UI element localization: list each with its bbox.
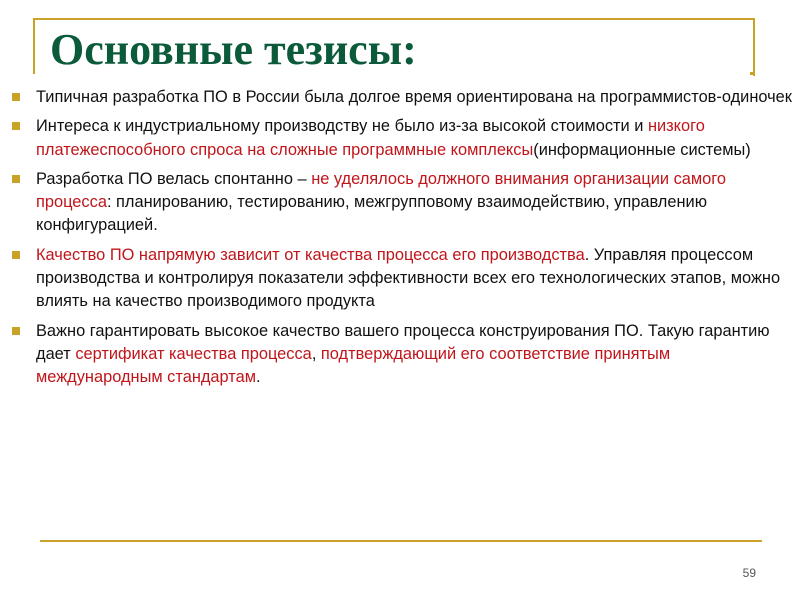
bullet-text: , (311, 344, 321, 363)
highlighted-text: не уделялось должного внимания организации самого процесса (36, 169, 727, 212)
bullet-item (12, 115, 792, 162)
bullet-text: Важно гарантировать высокое качество вашего процесса конструирования ПО. Такую гарантию дает (36, 321, 770, 363)
bullet-text: . Управляя процессом производства и контролируя показатели эффективности всех его технологических этапов, можно влиять на качество производимого продукта (36, 245, 781, 311)
square-bullet-icon (12, 122, 20, 130)
square-bullet-icon (12, 327, 20, 335)
title-frame-left-bar (33, 18, 35, 74)
square-bullet-icon (12, 175, 20, 183)
highlighted-text: сертификат качества процесса (75, 344, 312, 363)
bullet-text: (информационные системы) (533, 140, 751, 159)
title-frame-dot (750, 72, 753, 75)
bullet-text: : планированию, тестированию, межгрупповому взаимодействию, управлению конфигурацией. (36, 193, 707, 235)
square-bullet-icon (12, 251, 20, 259)
highlighted-text: Качество ПО напрямую зависит от качества процесса его производства (36, 245, 585, 264)
bullet-text: Типичная разработка ПО в России была долгое время ориентирована на программистов-одиночек (36, 88, 792, 106)
bullet-item (12, 168, 792, 238)
bullet-list (12, 86, 792, 396)
bullet-text: Разработка ПО велась спонтанно – (36, 169, 312, 188)
page-number: 59 (742, 566, 756, 580)
highlighted-text: подтверждающий его соответствие принятым международным стандартам (36, 344, 671, 387)
bullet-text: . (256, 368, 261, 387)
bullet-item (12, 86, 792, 109)
square-bullet-icon (12, 93, 20, 101)
bullet-item (12, 244, 792, 314)
bullet-item (12, 320, 792, 390)
footer-divider (40, 540, 762, 542)
highlighted-text: низкого платежеспособного спроса на сложные программные комплексы (36, 117, 705, 159)
bullet-text: Интереса к индустриальному производству не было из-за высокой стоимости и (36, 117, 648, 136)
slide-title: Основные тезисы: (50, 25, 417, 74)
